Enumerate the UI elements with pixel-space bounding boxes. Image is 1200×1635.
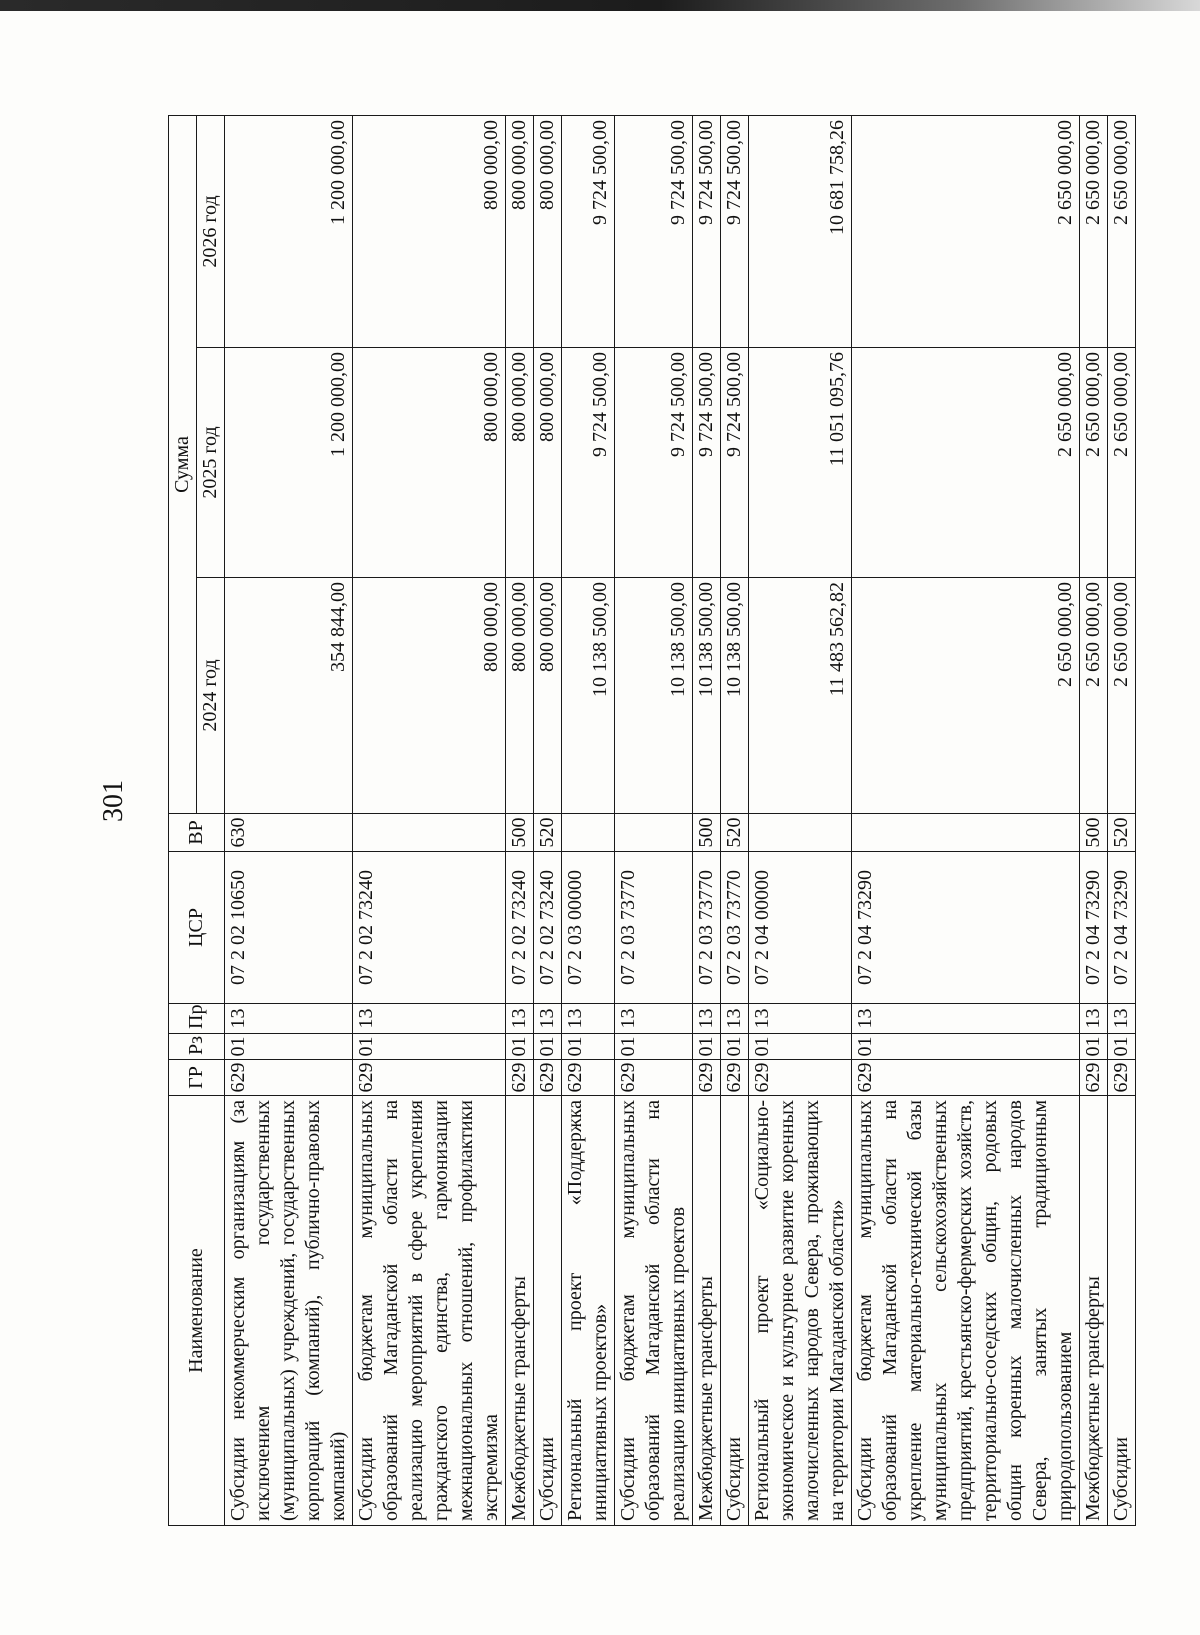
header-rz: Рз: [169, 1034, 225, 1060]
row-csr: 07 2 02 73240: [353, 852, 506, 1004]
row-rz: 01: [1080, 1034, 1108, 1060]
row-pr: 13: [749, 1004, 852, 1034]
row-name: Региональный проект «Поддержка инициативных проектов»: [562, 1096, 615, 1526]
row-2025: 800 000,00: [353, 348, 506, 578]
row-2024: 2 650 000,00: [852, 578, 1080, 814]
header-pr: Пр: [169, 1004, 225, 1034]
row-vr: 500: [693, 814, 721, 852]
row-gr: 629: [534, 1060, 562, 1096]
row-gr: 629: [693, 1060, 721, 1096]
table-row: [693, 115, 721, 1525]
header-vr: ВР: [169, 814, 225, 852]
row-pr: 13: [615, 1004, 693, 1034]
row-2026: 9 724 500,00: [693, 115, 721, 347]
row-2026: 9 724 500,00: [562, 115, 615, 347]
row-rz: 01: [852, 1034, 1080, 1060]
row-csr: 07 2 04 73290: [1080, 852, 1108, 1004]
header-row-1: [169, 115, 197, 1525]
budget-table-rotated: [168, 116, 1132, 1526]
row-2024: 800 000,00: [506, 578, 534, 814]
row-2026: 800 000,00: [534, 115, 562, 347]
row-rz: 01: [534, 1034, 562, 1060]
row-2024: 800 000,00: [353, 578, 506, 814]
row-name: Межбюджетные трансферты: [1080, 1096, 1108, 1526]
row-2025: 11 051 095,76: [749, 348, 852, 578]
row-2025: 1 200 000,00: [225, 348, 353, 578]
row-2024: 2 650 000,00: [1108, 578, 1136, 814]
header-2025: 2025 год: [197, 348, 225, 578]
table-row: [225, 115, 353, 1525]
table-row: [353, 115, 506, 1525]
row-gr: 629: [562, 1060, 615, 1096]
row-csr: 07 2 02 73240: [534, 852, 562, 1004]
row-csr: 07 2 03 73770: [721, 852, 749, 1004]
row-2026: 9 724 500,00: [615, 115, 693, 347]
row-gr: 629: [506, 1060, 534, 1096]
table-row: [1080, 115, 1108, 1525]
header-2026: 2026 год: [197, 115, 225, 347]
row-csr: 07 2 04 00000: [749, 852, 852, 1004]
row-rz: 01: [749, 1034, 852, 1060]
row-2024: 10 138 500,00: [562, 578, 615, 814]
row-2026: 9 724 500,00: [721, 115, 749, 347]
row-csr: 07 2 03 00000: [562, 852, 615, 1004]
row-pr: 13: [506, 1004, 534, 1034]
row-gr: 629: [852, 1060, 1080, 1096]
row-name: Субсидии бюджетам муниципальных образований Магаданской области на реализацию инициативных проектов: [615, 1096, 693, 1526]
table-row: [721, 115, 749, 1525]
header-name: Наименование: [169, 1096, 225, 1526]
row-pr: 13: [353, 1004, 506, 1034]
table-body: [225, 115, 1136, 1525]
table-row: [615, 115, 693, 1525]
row-name: Субсидии: [534, 1096, 562, 1526]
header-gr: ГР: [169, 1060, 225, 1096]
row-csr: 07 2 03 73770: [693, 852, 721, 1004]
row-2024: 10 138 500,00: [615, 578, 693, 814]
table-row: [852, 115, 1080, 1525]
row-csr: 07 2 04 73290: [1108, 852, 1136, 1004]
row-2026: 800 000,00: [353, 115, 506, 347]
row-vr: 520: [721, 814, 749, 852]
row-vr: [852, 814, 1080, 852]
row-pr: 13: [1108, 1004, 1136, 1034]
row-rz: 01: [506, 1034, 534, 1060]
table-row: [506, 115, 534, 1525]
row-pr: 13: [225, 1004, 353, 1034]
row-vr: 630: [225, 814, 353, 852]
row-2025: 2 650 000,00: [852, 348, 1080, 578]
row-2025: 9 724 500,00: [693, 348, 721, 578]
row-rz: 01: [721, 1034, 749, 1060]
row-2025: 2 650 000,00: [1080, 348, 1108, 578]
row-name: Субсидии: [721, 1096, 749, 1526]
table-row: [1108, 115, 1136, 1525]
row-vr: [353, 814, 506, 852]
row-vr: [749, 814, 852, 852]
row-2026: 2 650 000,00: [852, 115, 1080, 347]
row-2026: 1 200 000,00: [225, 115, 353, 347]
row-rz: 01: [1108, 1034, 1136, 1060]
row-csr: 07 2 04 73290: [852, 852, 1080, 1004]
row-gr: 629: [749, 1060, 852, 1096]
row-vr: 500: [506, 814, 534, 852]
row-vr: 500: [1080, 814, 1108, 852]
row-rz: 01: [615, 1034, 693, 1060]
row-name: Межбюджетные трансферты: [506, 1096, 534, 1526]
row-2024: 354 844,00: [225, 578, 353, 814]
row-2024: 2 650 000,00: [1080, 578, 1108, 814]
row-rz: 01: [562, 1034, 615, 1060]
row-2025: 9 724 500,00: [615, 348, 693, 578]
row-vr: [615, 814, 693, 852]
row-name: Региональный проект «Социально-экономическое и культурное развитие коренных малочисленных народов Севера, проживающих на территории Магаданской области»: [749, 1096, 852, 1526]
row-name: Межбюджетные трансферты: [693, 1096, 721, 1526]
row-name: Субсидии бюджетам муниципальных образований Магаданской области на укрепление материально-технической базы муниципальных сельскохозяйственных предприятий, крестьянско-фермерских хозяйств, территориально-соседских общин, родовых общин коренных малочисленных народов Севера, занятых традиционным природопользованием: [852, 1096, 1080, 1526]
row-pr: 13: [1080, 1004, 1108, 1034]
row-pr: 13: [721, 1004, 749, 1034]
row-2025: 800 000,00: [506, 348, 534, 578]
budget-table: [168, 115, 1136, 1526]
row-gr: 629: [615, 1060, 693, 1096]
row-csr: 07 2 02 73240: [506, 852, 534, 1004]
row-name: Субсидии некоммерческим организациям (за исключением государственных (муниципальных) учреждений, государственных корпораций (компаний), публично-правовых компаний): [225, 1096, 353, 1526]
row-name: Субсидии: [1108, 1096, 1136, 1526]
row-2024: 11 483 562,82: [749, 578, 852, 814]
row-pr: 13: [534, 1004, 562, 1034]
row-gr: 629: [225, 1060, 353, 1096]
header-csr: ЦСР: [169, 852, 225, 1004]
row-vr: 520: [1108, 814, 1136, 852]
row-pr: 13: [693, 1004, 721, 1034]
row-name: Субсидии бюджетам муниципальных образований Магаданской области на реализацию мероприятий в сфере укрепления гражданского единства, гармонизации межнациональных отношений, профилактики экстремизма: [353, 1096, 506, 1526]
row-gr: 629: [721, 1060, 749, 1096]
row-gr: 629: [1108, 1060, 1136, 1096]
row-vr: 520: [534, 814, 562, 852]
row-gr: 629: [1080, 1060, 1108, 1096]
row-2026: 2 650 000,00: [1080, 115, 1108, 347]
row-gr: 629: [353, 1060, 506, 1096]
row-pr: 13: [562, 1004, 615, 1034]
row-2025: 9 724 500,00: [721, 348, 749, 578]
header-2024: 2024 год: [197, 578, 225, 814]
row-2026: 800 000,00: [506, 115, 534, 347]
row-2025: 9 724 500,00: [562, 348, 615, 578]
row-rz: 01: [225, 1034, 353, 1060]
row-rz: 01: [353, 1034, 506, 1060]
row-2024: 10 138 500,00: [693, 578, 721, 814]
row-rz: 01: [693, 1034, 721, 1060]
table-row: [562, 115, 615, 1525]
row-2024: 800 000,00: [534, 578, 562, 814]
row-2026: 2 650 000,00: [1108, 115, 1136, 347]
row-csr: 07 2 02 10650: [225, 852, 353, 1004]
row-2024: 10 138 500,00: [721, 578, 749, 814]
header-sum: Сумма: [169, 115, 197, 813]
table-row: [534, 115, 562, 1525]
row-2026: 10 681 758,26: [749, 115, 852, 347]
row-csr: 07 2 03 73770: [615, 852, 693, 1004]
page-number: 301: [98, 780, 129, 822]
table-row: [749, 115, 852, 1525]
scan-edge-bar: [0, 0, 1200, 11]
row-vr: [562, 814, 615, 852]
row-2025: 800 000,00: [534, 348, 562, 578]
row-2025: 2 650 000,00: [1108, 348, 1136, 578]
row-pr: 13: [852, 1004, 1080, 1034]
